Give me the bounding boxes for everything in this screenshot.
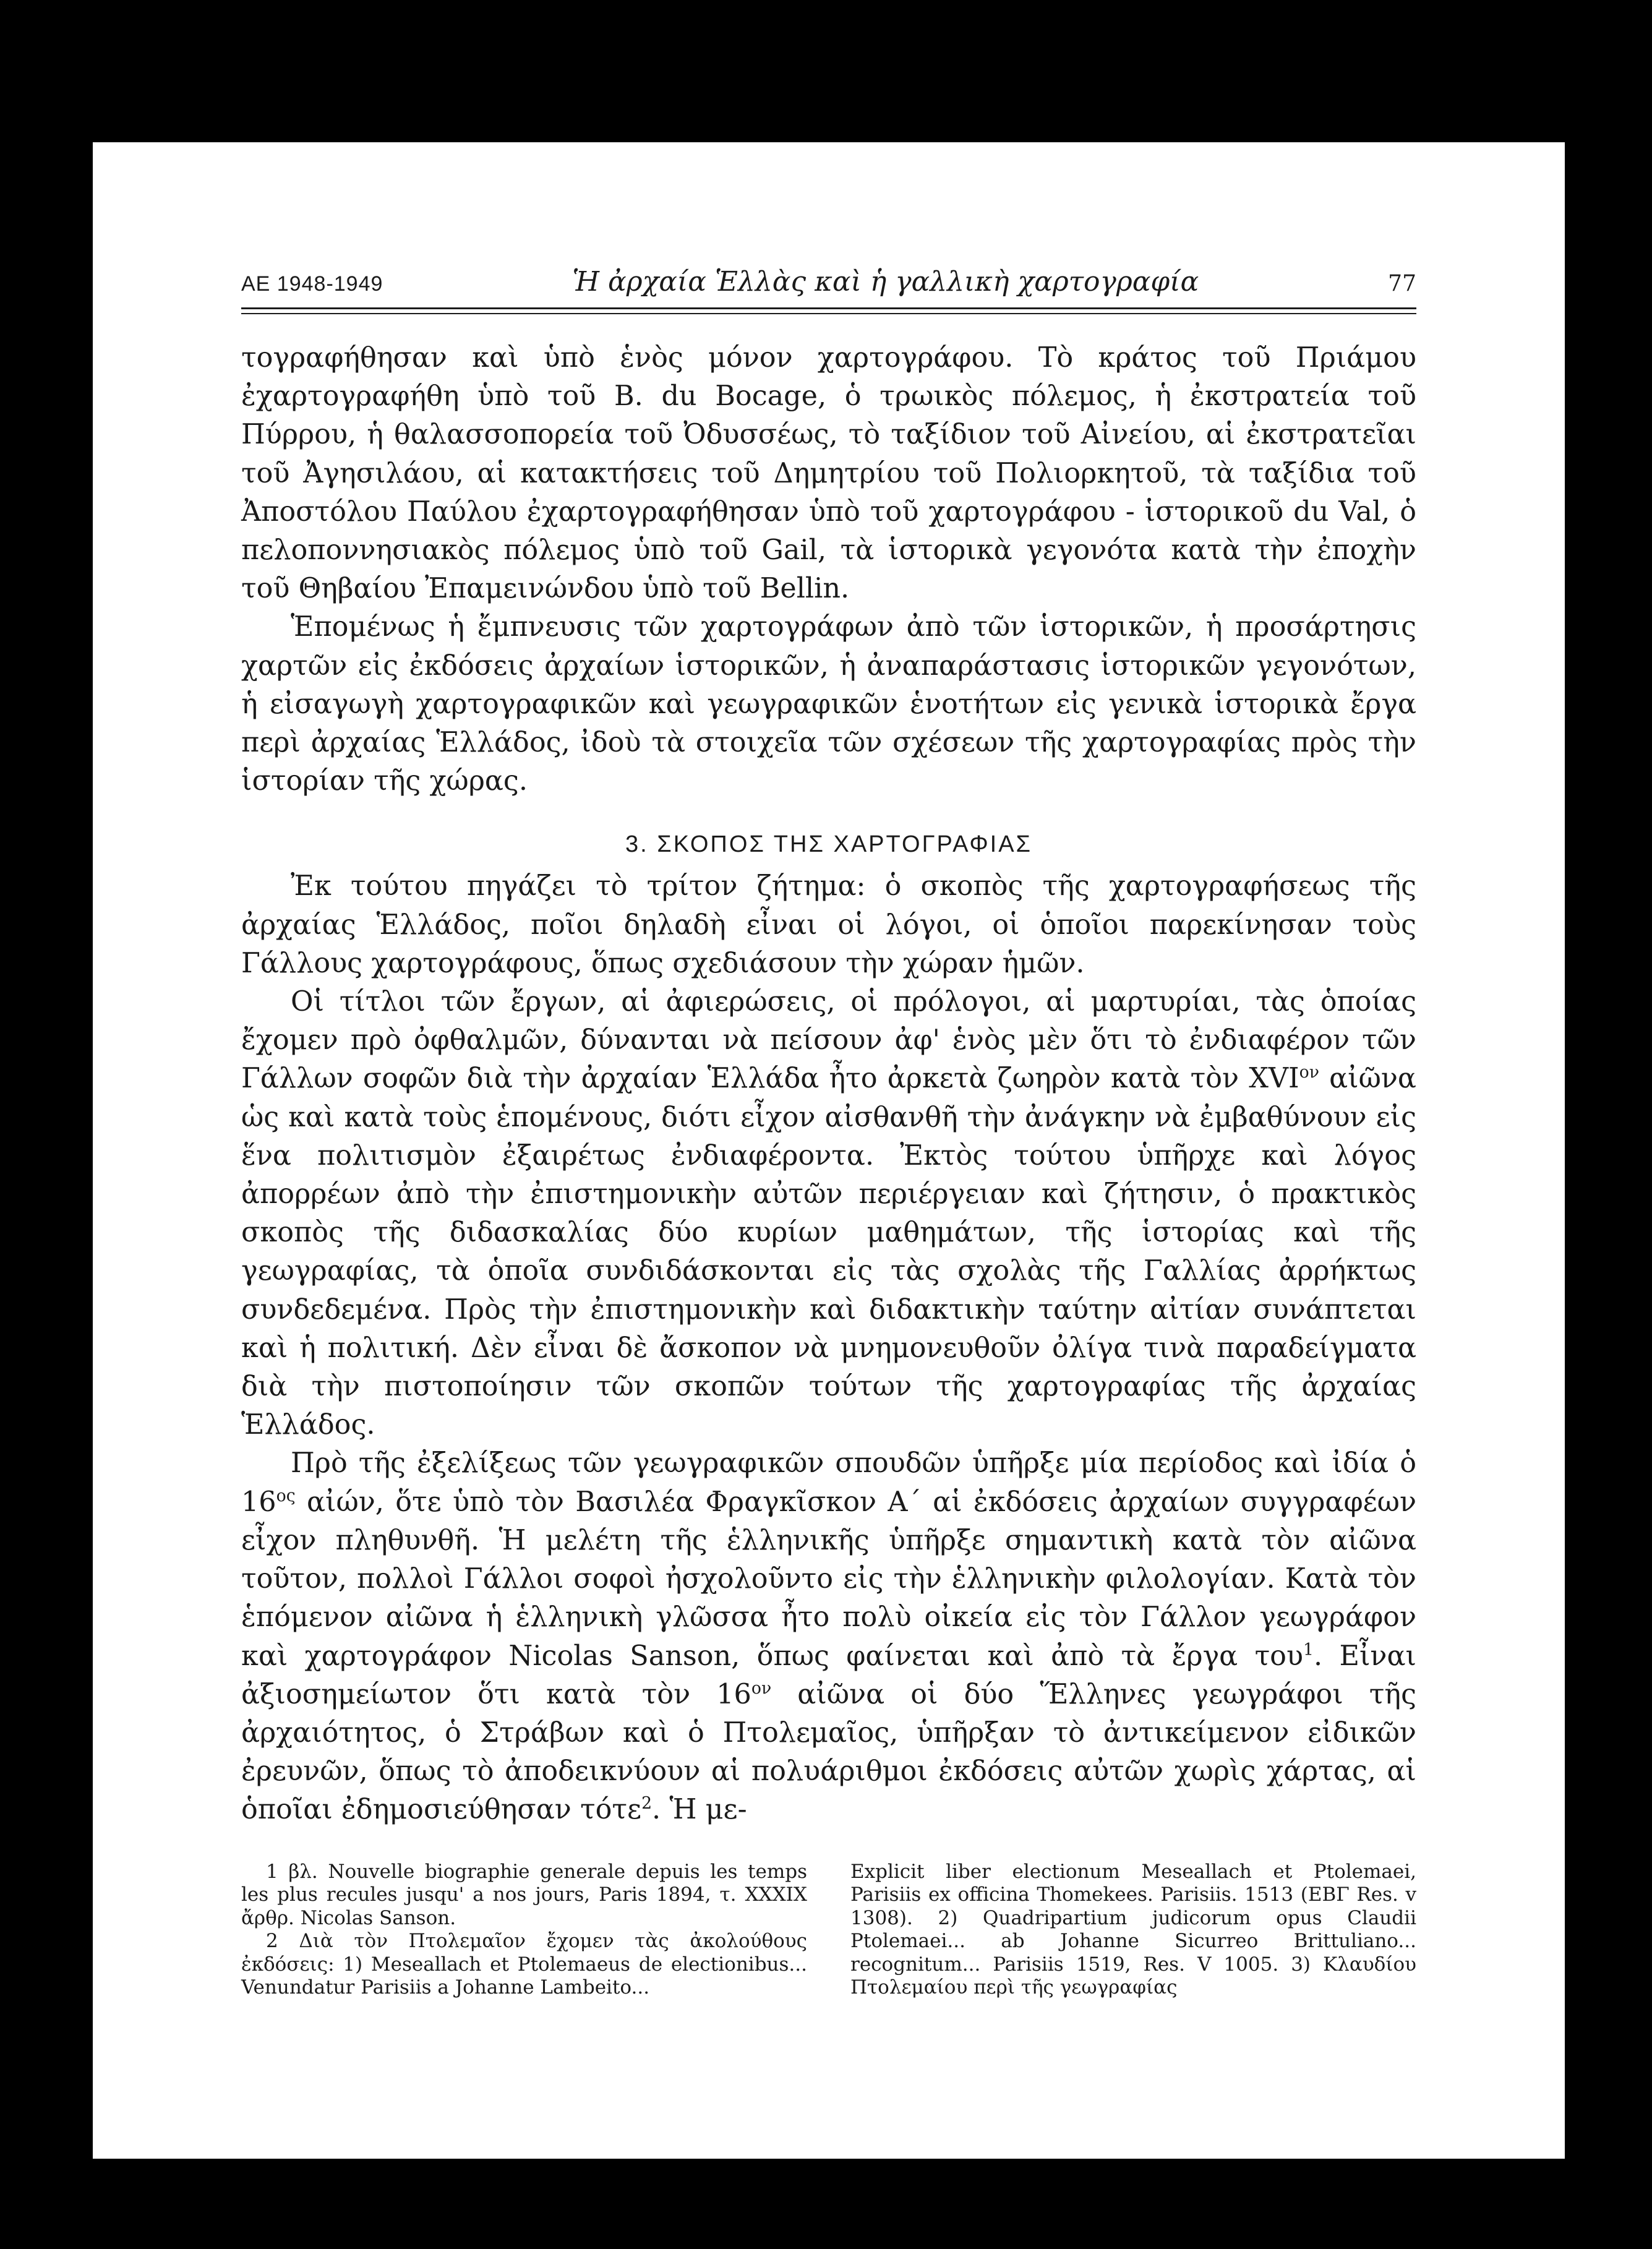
footnote-2-continued: Explicit liber electionum Meseallach et Ptolemaei, Parisiis ex officina Thomekees. Parisiis. 1513 (ΕΒΓ Res. v 1308). 2) Quadripartium judicorum opus Claudii Ptolemaei... ab Johanne Sicurreo Brittuliano... recognitum... Parisiis 1519, Res. V 1005. 3) Κλαυδίου Πτολεμαίου περὶ τῆς γεωγραφίας [850,1860,1416,1999]
paragraph: τογραφήθησαν καὶ ὑπὸ ἑνὸς μόνον χαρτογράφου. Τὸ κράτος τοῦ Πριάμου ἐχαρτογραφήθη ὑπὸ τοῦ Β. du Bocage, ὁ τρωικὸς πόλεμος, ἡ ἐκστρατεία τοῦ Πύρρου, ἡ θαλασσοπορεία τοῦ Ὀδυσσέως, τὸ ταξίδιον τοῦ Αἰνείου, αἱ ἐκστρατεῖαι τοῦ Ἀγησιλάου, αἱ κατακτήσεις τοῦ Δημητρίου τοῦ Πολιορκητοῦ, τὰ ταξίδια τοῦ Ἀποστόλου Παύλου ἐχαρτογραφήθησαν ὑπὸ τοῦ χαρτογράφου - ἱστορικοῦ du Val, ὁ πελοποννησιακὸς πόλεμος ὑπὸ τοῦ Gail, τὰ ἱστορικὰ γεγονότα κατὰ τὴν ἐποχὴν τοῦ Θηβαίου Ἐπαμεινώνδου ὑπὸ τοῦ Bellin. [241,342,1416,605]
paragraph: Ἑπομένως ἡ ἔμπνευσις τῶν χαρτογράφων ἀπὸ τῶν ἱστορικῶν, ἡ προσάρτησις χαρτῶν εἰς ἐκδόσεις ἀρχαίων ἱστορικῶν, ἡ ἀναπαράστασις ἱστορικῶν γεγονότων, ἡ εἰσαγωγὴ χαρτογραφικῶν καὶ γεωγραφικῶν ἑνοτήτων εἰς γενικὰ ἱστορικὰ ἔργα περὶ ἀρχαίας Ἑλλάδος, ἰδοὺ τὰ στοιχεῖα τῶν σχέσεων τῆς χαρτογραφίας πρὸς τὴν ἱστορίαν τῆς χώρας. [241,611,1416,797]
superscript: ον [751,1678,772,1698]
journal-reference: ΑΕ 1948-1949 [241,272,383,296]
footnote-1: 1 βλ. Nouvelle biographie generale depuis les temps les plus recules jusqu' a nos jours, Paris 1894, τ. XXXIX ἄρθρ. Nicolas Sanson. [241,1860,807,1929]
page-content [241,266,1416,2000]
section-heading: 3. ΣΚΟΠΟΣ ΤΗΣ ΧΑΡΤΟΓΡΑΦΙΑΣ [625,831,1033,858]
paragraph: Πρὸ τῆς ἐξελίξεως τῶν γεωγραφικῶν σπουδῶν ὑπῆρξε μία περίοδος καὶ ἰδία ὁ $16^{o\varsigma}$ αἰών, ὅτε ὑπὸ τὸν Βασιλέα Φραγκῖσκον Α´ αἱ ἐκδόσεις ἀρχαίων συγγραφέων εἶχον πληθυνθῆ. Ἡ μελέτη τῆς ἑλληνικῆς ὑπῆρξε σημαντικὴ κατὰ τὸν αἰῶνα τοῦτον, πολλοὶ Γάλλοι σοφοὶ ἠσχολοῦντο εἰς τὴν ἑλληνικὴν φιλολογίαν. Κατὰ τὸν ἑπόμενον αἰῶνα ἡ ἑλληνικὴ γλῶσσα ἦτο πολὺ οἰκεία εἰς τὸν Γάλλον γεωγράφον καὶ χαρτογράφον Nicolas Sanson, ὅπως φαίνεται καὶ ἀπὸ τὰ ἔργα του$^1$. Εἶναι ἀξιοσημείωτον ὅτι κατὰ τὸν $16^{o\nu}$ αἰῶνα οἱ δύο Ἕλληνες γεωγράφοι τῆς ἀρχαιότητος, ὁ Στράβων καὶ ὁ Πτολεμαῖος, ὑπῆρξαν τὸ ἀντικείμενον εἰδικῶν ἐρευνῶν, ὅπως τὸ ἀποδεικνύουν αἱ πολυάριθμοι ἐκδόσεις αὐτῶν χωρὶς χάρτας, αἱ ὁποῖαι ἐδημοσιεύθησαν τότε$^2$. Ἡ με- [241,1447,1416,1826]
superscript: ος [276,1486,296,1506]
body-text [241,339,1416,1830]
footnotes-left-column [241,1861,807,2000]
footnotes [241,1861,1416,2000]
header-rule [241,307,1416,309]
header-rule-secondary [241,313,1416,314]
running-title: Ἡ ἀρχαία Ἑλλὰς καὶ ἡ γαλλικὴ χαρτογραφία [572,266,1199,298]
paragraph: Ἐκ τούτου πηγάζει τὸ τρίτον ζήτημα: ὁ σκοπὸς τῆς χαρτογραφήσεως τῆς ἀρχαίας Ἑλλάδος, ποῖοι δηλαδὴ εἶναι οἱ λόγοι, οἱ ὁποῖοι παρεκίνησαν τοὺς Γάλλους χαρτογράφους, ὅπως σχεδιάσουν τὴν χώραν ἡμῶν. [241,870,1416,979]
footnote-ref-1: 1 [1303,1640,1314,1660]
footnotes-right-column [850,1861,1416,2000]
footnote-2: 2 Διὰ τὸν Πτολεμαῖον ἔχομεν τὰς ἀκολούθους ἐκδόσεις: 1) Meseallach et Ptolemaeus de electionibus... Venundatur Parisiis a Johanne Lambeito... [241,1930,807,1999]
superscript: ον [1299,1063,1319,1082]
paragraph: Οἱ τίτλοι τῶν ἔργων, αἱ ἀφιερώσεις, οἱ πρόλογοι, αἱ μαρτυρίαι, τὰς ὁποίας ἔχομεν πρὸ ὀφθαλμῶν, δύνανται νὰ πείσουν ἀφ' ἑνὸς μὲν ὅτι τὸ ἐνδιαφέρον τῶν Γάλλων σοφῶν διὰ τὴν ἀρχαίαν Ἑλλάδα ἦτο ἀρκετὰ ζωηρὸν κατὰ τὸν $XVI^{o\nu}$ αἰῶνα ὡς καὶ κατὰ τοὺς ἑπομένους, διότι εἶχον αἰσθανθῆ τὴν ἀνάγκην νὰ ἐμβαθύνουν εἰς ἕνα πολιτισμὸν ἐξαιρέτως ἐνδιαφέροντα. Ἐκτὸς τούτου ὑπῆρχε καὶ λόγος ἀπορρέων ἀπὸ τὴν ἐπιστημονικὴν αὐτῶν περιέργειαν καὶ ζήτησιν, ὁ πρακτικὸς σκοπὸς τῆς διδασκαλίας δύο κυρίων μαθημάτων, τῆς ἱστορίας καὶ τῆς γεωγραφίας, τὰ ὁποῖα συνδιδάσκονται εἰς τὰς σχολὰς τῆς Γαλλίας ἀρρήκτως συνδεδεμένα. Πρὸς τὴν ἐπιστημονικὴν καὶ διδακτικὴν ταύτην αἰτίαν συνάπτεται καὶ ἡ πολιτική. Δὲν εἶναι δὲ ἄσκοπον νὰ μνημονευθοῦν ὀλίγα τινὰ παραδείγματα διὰ τὴν πιστοποίησιν τῶν σκοπῶν τούτων τῆς χαρτογραφίας τῆς ἀρχαίας Ἑλλάδος. [241,986,1416,1441]
page-number: 77 [1388,271,1416,296]
footnote-ref-2: 2 [641,1794,653,1814]
running-header [241,266,1416,305]
printed-page [93,142,1565,2159]
